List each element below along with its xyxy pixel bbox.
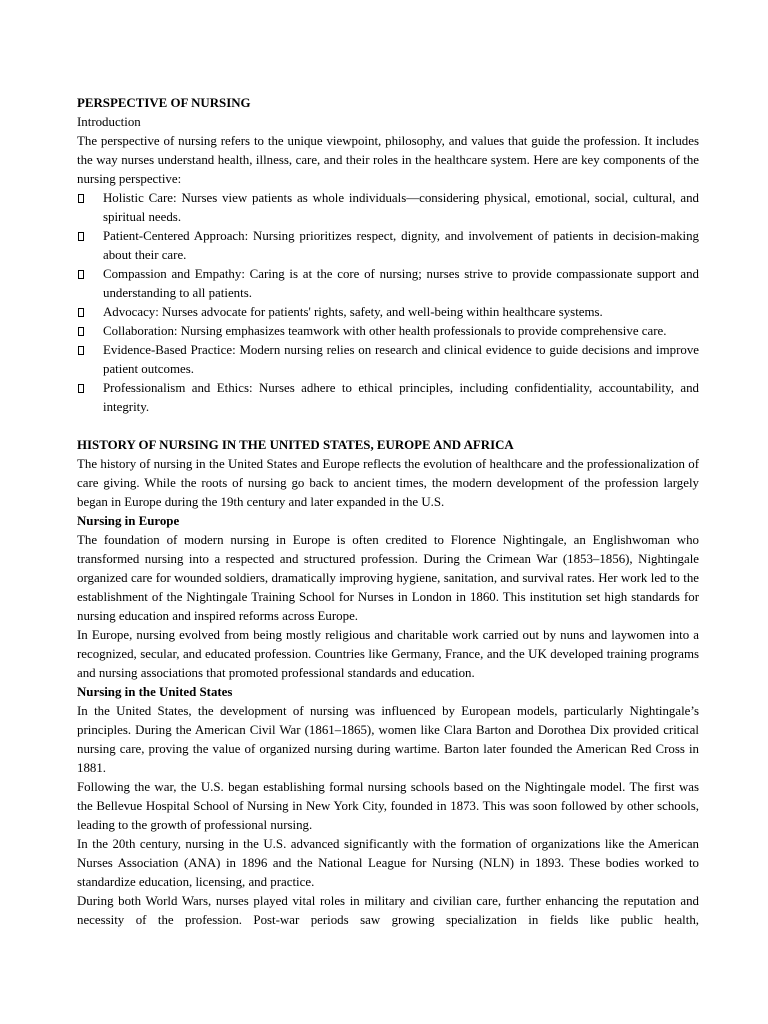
us-paragraph-1: In the United States, the development of nursing was influenced by European models, particularly Nightingale’s principles. During the American Civil War (1861–1865), women like Clara Barton and Dorothea Dix provided critical nursing care, proving the value of organized nursing during wartime. Barton later founded the American Red Cross in 1881.	[77, 704, 699, 775]
list-item-text: Compassion and Empathy: Caring is at the core of nursing; nurses strive to provide compassionate support and understanding to all patients.	[103, 267, 699, 300]
europe-paragraph-2: In Europe, nursing evolved from being mostly religious and charitable work carried out by nuns and laywomen into a recognized, secular, and educated profession. Countries like Germany, France, and the UK developed training programs and nursing associations that promoted professional standards and education.	[77, 628, 699, 680]
square-bullet-icon	[78, 194, 84, 203]
square-bullet-icon	[78, 232, 84, 241]
square-bullet-icon	[78, 384, 84, 393]
list-item-compassion	[77, 265, 699, 303]
document-page	[77, 94, 699, 930]
us-paragraph-3: In the 20th century, nursing in the U.S. advanced significantly with the formation of organizations like the American Nurses Association (ANA) in 1896 and the National League for Nursing (NLN) in 1893. These bodies worked to standardize education, licensing, and practice.	[77, 837, 699, 889]
history-intro-paragraph: The history of nursing in the United States and Europe reflects the evolution of healthcare and the professionalization of care giving. While the roots of nursing go back to ancient times, the modern development of the profession largely began in Europe during the 19th century and later expanded in the U.S.	[77, 457, 699, 509]
list-item-evidence-based	[77, 341, 699, 379]
section-title-history: HISTORY OF NURSING IN THE UNITED STATES, EUROPE AND AFRICA	[77, 438, 514, 452]
square-bullet-icon	[78, 308, 84, 317]
subtitle-introduction: Introduction	[77, 115, 141, 129]
list-item-collaboration	[77, 322, 699, 341]
list-item-text: Holistic Care: Nurses view patients as whole individuals—considering physical, emotional, social, cultural, and spiritual needs.	[103, 191, 699, 224]
section-spacer	[77, 417, 699, 436]
list-item-text: Collaboration: Nursing emphasizes teamwork with other health professionals to provide comprehensive care.	[103, 324, 667, 338]
us-paragraph-4: During both World Wars, nurses played vital roles in military and civilian care, further enhancing the reputation and necessity of the profession. Post-war periods saw growing specialization in fields like public health,	[77, 894, 699, 927]
us-paragraph-2: Following the war, the U.S. began establishing formal nursing schools based on the Nightingale model. The first was the Bellevue Hospital School of Nursing in New York City, founded in 1873. This was soon followed by other schools, leading to the growth of professional nursing.	[77, 780, 699, 832]
list-item-professionalism	[77, 379, 699, 417]
square-bullet-icon	[78, 270, 84, 279]
list-item-text: Patient-Centered Approach: Nursing prioritizes respect, dignity, and involvement of patients in decision-making about their care.	[103, 229, 699, 262]
list-item-patient-centered	[77, 227, 699, 265]
europe-paragraph-1: The foundation of modern nursing in Europe is often credited to Florence Nightingale, an Englishwoman who transformed nursing into a respected and structured profession. During the Crimean War (1853–1856), Nightingale organized care for wounded soldiers, dramatically improving hygiene, sanitation, and survival rates. Her work led to the establishment of the Nightingale Training School for Nurses in London in 1860. This institution set high standards for nursing education and inspired reforms across Europe.	[77, 533, 699, 623]
section-title-perspective: PERSPECTIVE OF NURSING	[77, 96, 251, 110]
perspective-list	[77, 189, 699, 417]
list-item-advocacy	[77, 303, 699, 322]
list-item-text: Evidence-Based Practice: Modern nursing relies on research and clinical evidence to guide decisions and improve patient outcomes.	[103, 343, 699, 376]
square-bullet-icon	[78, 346, 84, 355]
intro-paragraph: The perspective of nursing refers to the unique viewpoint, philosophy, and values that guide the profession. It includes the way nurses understand health, illness, care, and their roles in the healthcare system. Here are key components of the nursing perspective:	[77, 134, 699, 186]
list-item-text: Advocacy: Nurses advocate for patients' rights, safety, and well-being within healthcare systems.	[103, 305, 603, 319]
subheading-nursing-in-europe: Nursing in Europe	[77, 514, 180, 528]
square-bullet-icon	[78, 327, 84, 336]
list-item-text: Professionalism and Ethics: Nurses adhere to ethical principles, including confidentiality, accountability, and integrity.	[103, 381, 699, 414]
subheading-nursing-in-us: Nursing in the United States	[77, 685, 233, 699]
list-item-holistic-care	[77, 189, 699, 227]
